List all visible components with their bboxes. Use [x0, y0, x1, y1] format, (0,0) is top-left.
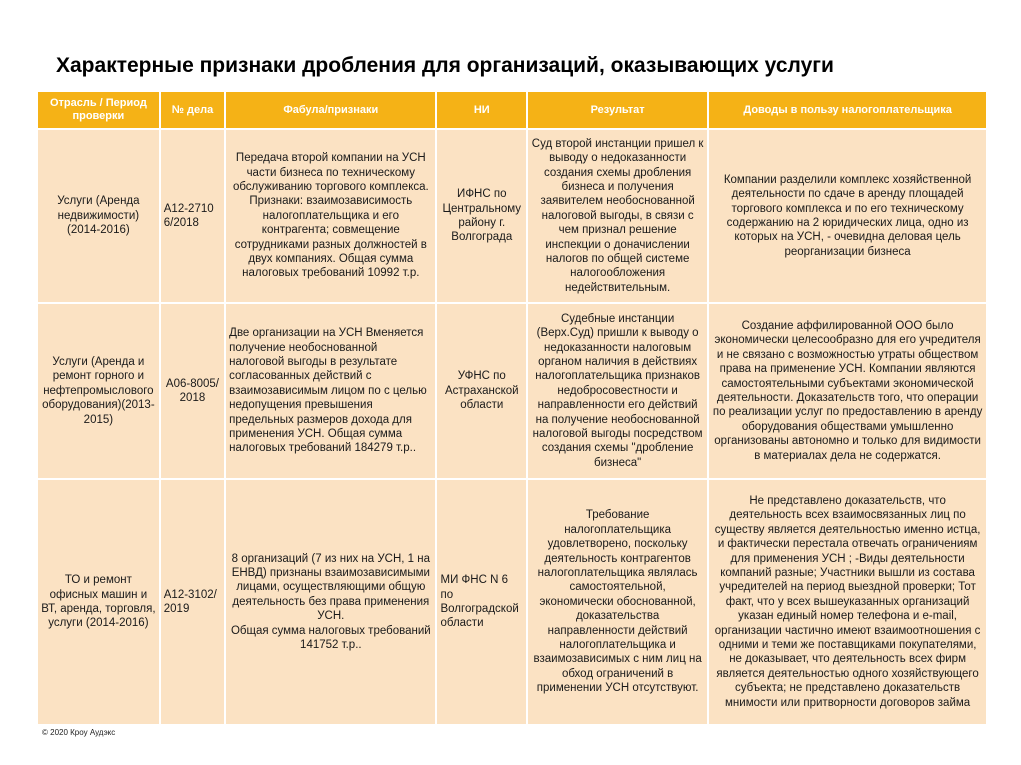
cell-facts	[226, 480, 435, 724]
cell-tax-authority: ИФНС по Центральному району г. Волгограда	[437, 130, 526, 302]
cell-case-number: А06-8005/2018	[161, 304, 224, 478]
cell-industry: ТО и ремонт офисных машин и ВТ, аренда, торговля, услуги (2014-2016)	[38, 480, 159, 724]
table-header-row	[38, 92, 986, 128]
header-case-number: № дела	[161, 92, 224, 128]
cell-facts: Две организации на УСН Вменяется получение необоснованной налоговой выгоды в результате согласованных действий с взаимозависимым лицом по с целью недопущения превышения предельных размеров дохода для применения УСН. Общая сумма налоговых требований 184279 т.р..	[226, 304, 435, 478]
header-facts: Фабула/признаки	[226, 92, 435, 128]
table-row	[38, 130, 986, 302]
cell-arguments: Не представлено доказательств, что деятельность всех взаимосвязанных лиц по существу является деятельностью именно истца, и фактически перестала отвечать ограничениям для применения УСН ; -Виды деятельности компаний разные; Участники вышли из состава учредителей на период выездной проверки; Тот факт, что у всех вышеуказанных организаций указан единый номер телефона и e-mail, организации частично имеют взаимоотношения с одними и теми же поставщиками покупателями, не доказывает, что деятельность всех фирм является деятельностью одного хозяйствующего субъекта; не представлено доказательств мнимости или притворности договоров займа	[709, 480, 986, 724]
cell-result: Требование налогоплательщика удовлетворено, поскольку деятельность контрагентов налогоплательщика являлась самостоятельной, экономически обоснованной, доказательства направленности действий налогоплательщика и взаимозависимых с ним лиц на обход ограничений в применении УСН отсутствуют.	[528, 480, 707, 724]
page-title: Характерные признаки дробления для организаций, оказывающих услуги	[56, 54, 834, 77]
header-result: Результат	[528, 92, 707, 128]
cell-arguments: Создание аффилированной ООО было экономически целесообразно для его учредителя и не связано с возможностью утраты обществом права на применение УСН. Компании являются самостоятельными субъектами экономической деятельности. Доказательств того, что операции по реализации услуг по предоставлению в аренду оборудования обществами умышленно организованы автономно и только для видимости в материалах дела не содержатся.	[709, 304, 986, 478]
copyright-footer: © 2020 Кроу Аудэкс	[42, 728, 116, 737]
cell-case-number: А12-3102/2019	[161, 480, 224, 724]
table-row	[38, 480, 986, 724]
cell-result: Судебные инстанции (Верх.Суд) пришли к выводу о недоказанности налоговым органом наличия в действиях налогоплательщика признаков недобросовестности и направленности его действий на получение необоснованной налоговой выгоды посредством создания схемы "дробление бизнеса"	[528, 304, 707, 478]
cell-tax-authority: УФНС по Астраханской области	[437, 304, 526, 478]
header-tax-authority: НИ	[437, 92, 526, 128]
header-arguments: Доводы в пользу налогоплательщика	[709, 92, 986, 128]
cell-tax-authority: МИ ФНС N 6 по Волгоградской области	[437, 480, 526, 724]
cases-table	[36, 90, 988, 726]
facts-main-text: 8 организаций (7 из них на УСН, 1 на ЕНВД) признаны взаимозависимыми лицами, осуществляющими общую деятельность без права применения УСН.	[231, 552, 431, 623]
cell-industry: Услуги (Аренда недвижимости) (2014-2016)	[38, 130, 159, 302]
cell-industry: Услуги (Аренда и ремонт горного и нефтепромыслового оборудования)(2013-2015)	[38, 304, 159, 478]
cell-facts: Передача второй компании на УСН части бизнеса по техническому обслуживанию торгового комплекса. Признаки: взаимозависимость налогоплательщика и его контрагента; совмещение сотрудниками разных должностей в двух компаниях. Общая сумма налоговых требований 10992 т.р.	[226, 130, 435, 302]
facts-sum-text: Общая сумма налоговых требований 141752 т.р..	[230, 624, 431, 652]
header-industry: Отрасль / Период проверки	[38, 92, 159, 128]
cell-case-number: А12-27106/2018	[161, 130, 224, 302]
cell-result: Суд второй инстанции пришел к выводу о недоказанности создания схемы дробления бизнеса и получения заявителем необоснованной налоговой выгоды, в связи с чем признал решение инспекции о доначислении налогов по общей системе налогообложения недействительным.	[528, 130, 707, 302]
cell-arguments: Компании разделили комплекс хозяйственной деятельности по сдаче в аренду площадей торгового комплекса и по его техническому содержанию на 2 юридических лица, одно из которых на УСН, - очевидна деловая цель реорганизации бизнеса	[709, 130, 986, 302]
table-row	[38, 304, 986, 478]
